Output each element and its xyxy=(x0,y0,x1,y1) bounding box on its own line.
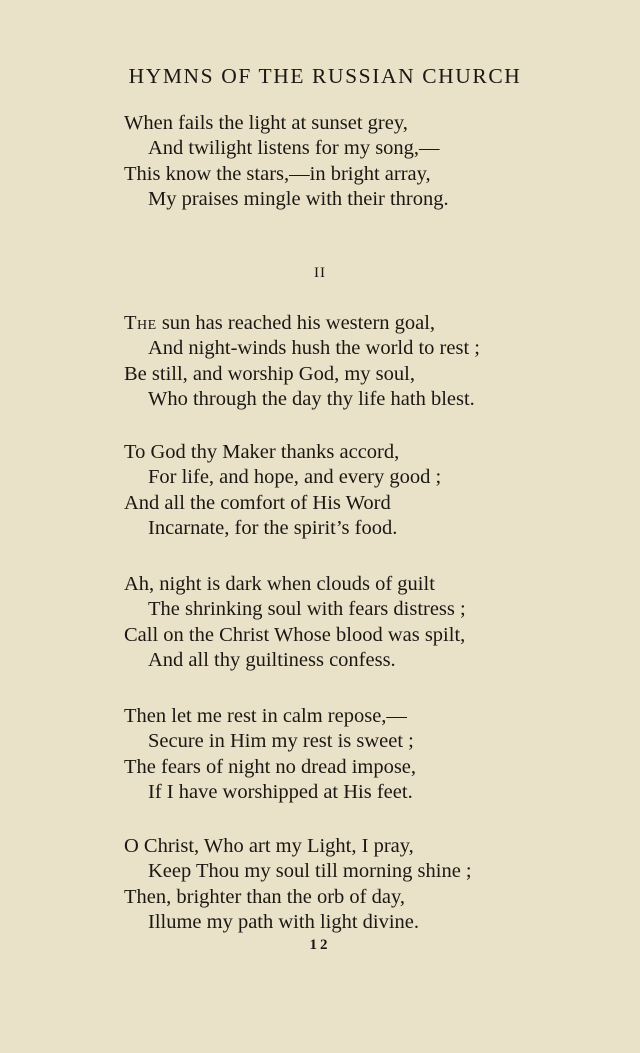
section-number: II xyxy=(314,265,326,281)
verse-line: The shrinking soul with fears distress ; xyxy=(148,598,466,621)
verse-line: And twilight listens for my song,— xyxy=(148,137,440,160)
stanza-4 xyxy=(124,704,624,805)
verse-line: And all thy guiltiness confess. xyxy=(148,648,396,671)
verse-line: My praises mingle with their throng. xyxy=(148,187,449,210)
verse-line: Incarnate, for the spirit’s food. xyxy=(148,516,398,539)
stanza-2 xyxy=(124,440,624,541)
verse-line: The fears of night no dread impose, xyxy=(124,755,417,778)
verse-line: Who through the day thy life hath blest. xyxy=(148,387,475,410)
verse-line: Then, brighter than the orb of day, xyxy=(124,885,406,908)
verse-line: Keep Thou my soul till morning shine ; xyxy=(148,860,472,883)
verse-line: Then let me rest in calm repose,— xyxy=(124,705,407,727)
verse-line: To God thy Maker thanks accord, xyxy=(124,441,400,463)
stanza-top xyxy=(124,111,624,212)
verse-line: And night-winds hush the world to rest ; xyxy=(148,337,480,360)
verse-line: Call on the Christ Whose blood was spilt, xyxy=(124,623,466,646)
verse-line: Secure in Him my rest is sweet ; xyxy=(148,730,414,753)
stanza-5 xyxy=(124,834,624,935)
verse-line: Ah, night is dark when clouds of guilt xyxy=(124,573,435,595)
running-head: HYMNS OF THE RUSSIAN CHURCH xyxy=(128,64,522,88)
verse-line: For life, and hope, and every good ; xyxy=(148,466,442,489)
verse-line: When fails the light at sunset grey, xyxy=(124,112,408,134)
first-line-rest: sun has reached his western goal, xyxy=(156,312,436,334)
verse-line-first xyxy=(124,311,624,336)
verse-line: This know the stars,—in bright array, xyxy=(124,162,431,185)
verse-line: And all the comfort of His Word xyxy=(124,491,391,514)
verse-line: O Christ, Who art my Light, I pray, xyxy=(124,835,414,857)
verse-line: If I have worshipped at His feet. xyxy=(148,780,413,803)
page-number: 12 xyxy=(309,937,331,953)
stanza-3 xyxy=(124,572,624,673)
drop-word: The xyxy=(124,312,157,334)
verse-line: Illume my path with light divine. xyxy=(148,910,420,933)
verse-line: Be still, and worship God, my soul, xyxy=(124,362,415,385)
stanza-1 xyxy=(124,311,624,412)
